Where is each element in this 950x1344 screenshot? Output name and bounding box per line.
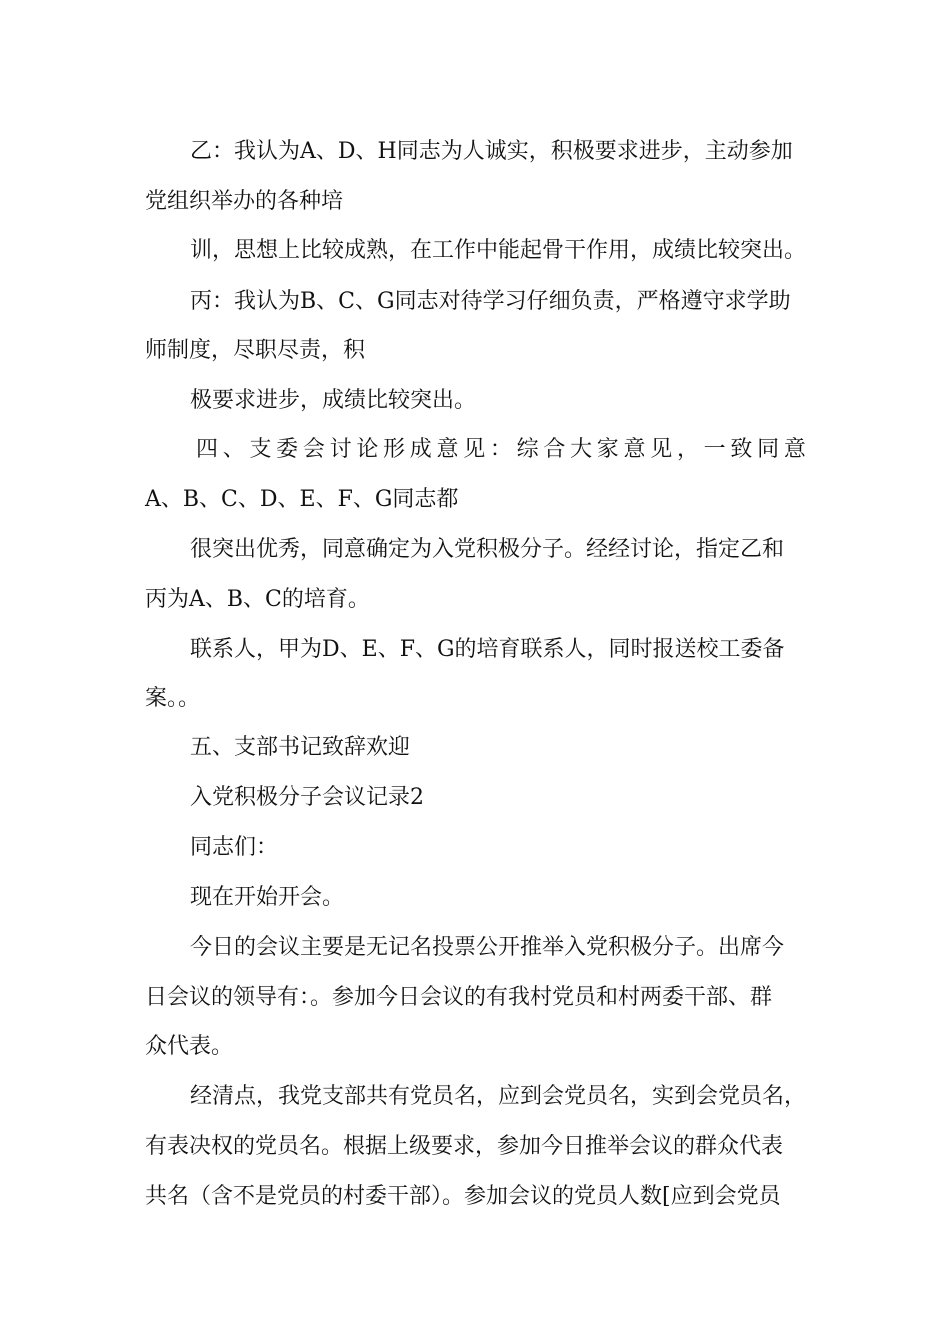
- paragraph-line: 丙为A、B、C的培育。: [145, 587, 370, 612]
- section-heading-line: 四 、 支 委 会 讨 论 形 成 意 见 ： 综 合 大 家 意 见 ， 一 致 同 意: [196, 437, 806, 462]
- paragraph-line: 现在开始开会。: [190, 885, 345, 910]
- paragraph-line: 日会议的领导有：。参加今日会议的有我村党员和村两委干部、群: [145, 985, 773, 1010]
- salutation-line: 同志们：: [190, 835, 279, 860]
- paragraph-line: 训，思想上比较成熟，在工作中能起骨干作用，成绩比较突出。: [190, 238, 807, 263]
- paragraph-line: 师制度，尽职尽责，积: [145, 338, 366, 363]
- paragraph-line: 党组织举办的各种培: [145, 189, 344, 214]
- paragraph-line: 经清点，我党支部共有党员名，应到会党员名，实到会党员名，: [190, 1084, 807, 1109]
- paragraph-line: 众代表。: [145, 1034, 234, 1059]
- paragraph-line: 联系人，甲为D、E、F、G的培育联系人，同时报送校工委备: [190, 637, 785, 662]
- section-heading-line: 五、支部书记致辞欢迎: [190, 735, 411, 760]
- paragraph-line: 有表决权的党员名。根据上级要求，参加今日推举会议的群众代表: [145, 1134, 784, 1159]
- paragraph-line: 丙：我认为B、C、G同志对待学习仔细负责，严格遵守求学助: [190, 289, 791, 314]
- paragraph-line: A、B、C、D、E、F、G同志都: [145, 487, 459, 512]
- paragraph-line: 共名（含不是党员的村委干部）。参加会议的党员人数[应到会党员: [145, 1184, 781, 1209]
- paragraph-line: 很突出优秀，同意确定为入党积极分子。经经讨论，指定乙和: [190, 537, 785, 562]
- paragraph-line: 乙：我认为A、D、H同志为人诚实，积极要求进步，主动参加: [190, 139, 793, 164]
- document-title-line: 入党积极分子会议记录2: [190, 785, 424, 810]
- paragraph-line: 今日的会议主要是无记名投票公开推举入党积极分子。出席今: [190, 935, 785, 960]
- paragraph-line: 极要求进步，成绩比较突出。: [190, 388, 477, 413]
- paragraph-line: 案。。: [145, 686, 201, 711]
